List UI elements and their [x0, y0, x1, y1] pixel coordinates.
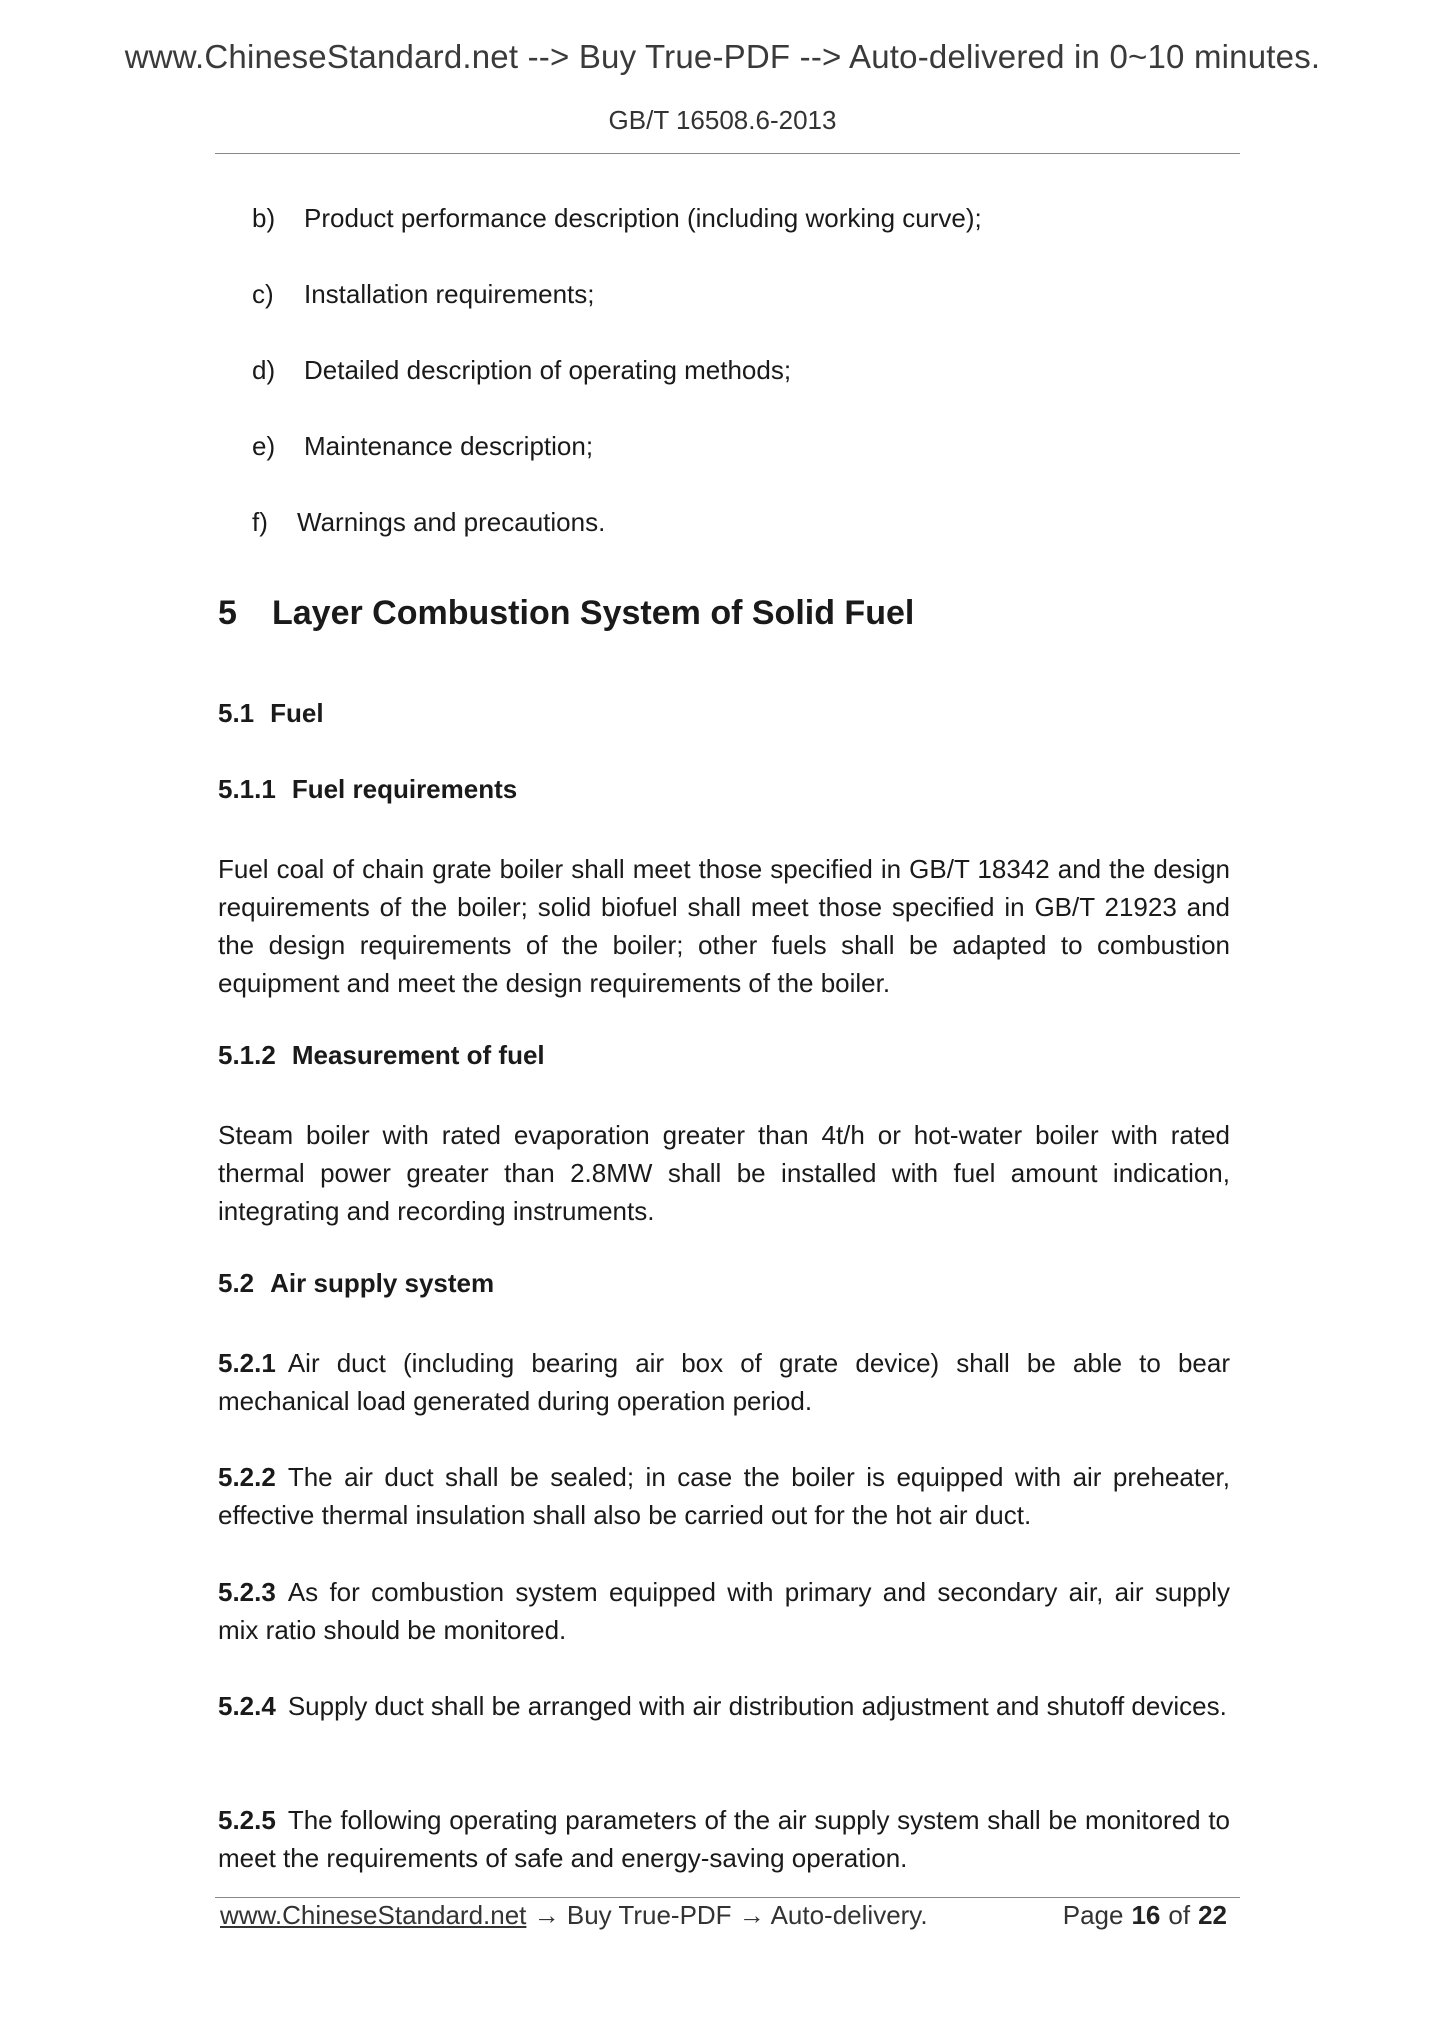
- subsection-heading: [218, 1040, 545, 1071]
- list-text: Warnings and precautions.: [297, 507, 606, 537]
- clause-text: The air duct shall be sealed; in case the boiler is equipped with air preheater, effective thermal insulation shall also be carried out for the hot air duct.: [218, 1462, 1230, 1530]
- of-label: of: [1168, 1900, 1191, 1930]
- clause-number: 5.2.4: [218, 1691, 276, 1721]
- list-text: Detailed description of operating methods;: [304, 355, 792, 385]
- list-item: [252, 426, 982, 502]
- list-item: [252, 502, 982, 578]
- clause: [218, 1801, 1230, 1877]
- subsection-number: 5.1: [218, 698, 255, 728]
- list-item: [252, 198, 982, 274]
- list-item: [252, 350, 982, 426]
- page-number: 16: [1131, 1900, 1161, 1930]
- clause-text: The following operating parameters of the air supply system shall be monitored to meet the requirements of safe and energy-saving operation.: [218, 1805, 1230, 1873]
- clause-number: 5.2.1: [218, 1348, 276, 1378]
- header-banner: www.ChineseStandard.net --> Buy True-PDF --> Auto-delivered in 0~10 minutes.: [124, 38, 1321, 75]
- list-letter: e): [252, 431, 276, 461]
- page-total: 22: [1198, 1900, 1227, 1930]
- section-number: 5: [218, 594, 237, 632]
- clause-number: 5.2.5: [218, 1805, 276, 1835]
- page-footer: [220, 1900, 1235, 1931]
- subsection-heading: [218, 774, 517, 805]
- section-heading: [218, 594, 914, 633]
- header-divider: [215, 153, 1240, 154]
- list-text: Product performance description (including working curve);: [304, 203, 982, 233]
- clause-number: 5.2.3: [218, 1577, 276, 1607]
- clause-text: Air duct (including bearing air box of grate device) shall be able to bear mechanical load generated during operation period.: [218, 1348, 1230, 1416]
- paragraph: Steam boiler with rated evaporation greater than 4t/h or hot-water boiler with rated thermal power greater than 2.8MW shall be installed with fuel amount indication, integrating and recording instruments.: [218, 1120, 1230, 1226]
- list-letter: b): [252, 203, 276, 233]
- clause-text: Supply duct shall be arranged with air distribution adjustment and shutoff devices.: [287, 1691, 1227, 1721]
- clause: [218, 1344, 1230, 1420]
- subsection-heading: [218, 698, 324, 729]
- clause: [218, 1687, 1230, 1725]
- subsection-title: Fuel: [270, 698, 324, 728]
- list-item: [252, 274, 982, 350]
- requirement-list: [252, 198, 982, 578]
- footer-website-link[interactable]: www.ChineseStandard.net: [220, 1900, 527, 1930]
- list-letter: d): [252, 355, 276, 385]
- subsection-title: Fuel requirements: [291, 774, 518, 804]
- clause-number: 5.2.2: [218, 1462, 276, 1492]
- page-label: Page: [1062, 1900, 1124, 1930]
- footer-text: → Buy True-PDF → Auto-delivery.: [526, 1900, 928, 1930]
- paragraph: Fuel coal of chain grate boiler shall meet those specified in GB/T 18342 and the design requirements of the boiler; solid biofuel shall meet those specified in GB/T 21923 and the design requirements of the boiler; other fuels shall be adapted to combustion equipment and meet the design requirements of the boiler.: [218, 854, 1230, 998]
- list-text: Maintenance description;: [304, 431, 594, 461]
- subsection-number: 5.1.2: [218, 1040, 276, 1070]
- list-text: Installation requirements;: [304, 279, 595, 309]
- section-title: Layer Combustion System of Solid Fuel: [272, 594, 915, 632]
- list-letter: f): [252, 507, 268, 537]
- subsection-title: Air supply system: [270, 1268, 495, 1298]
- list-letter: c): [252, 279, 274, 309]
- document-id: GB/T 16508.6-2013: [608, 105, 837, 135]
- subsection-number: 5.1.1: [218, 774, 276, 804]
- subsection-number: 5.2: [218, 1268, 255, 1298]
- subsection-heading: [218, 1268, 494, 1299]
- page-indicator: [1063, 1900, 1235, 1931]
- clause: [218, 1573, 1230, 1649]
- subsection-title: Measurement of fuel: [291, 1040, 545, 1070]
- footer-divider: [215, 1897, 1240, 1898]
- clause: [218, 1458, 1230, 1534]
- clause-text: As for combustion system equipped with primary and secondary air, air supply mix ratio should be monitored.: [218, 1577, 1230, 1645]
